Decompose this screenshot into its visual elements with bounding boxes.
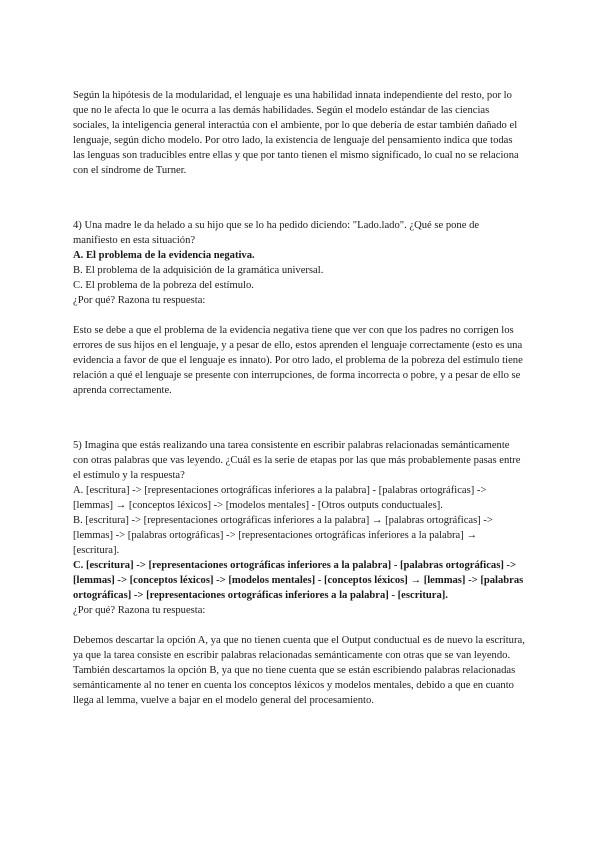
question-5-answer-1: Debemos descartar la opción A, ya que no tienen cuenta que el Output conductual es de nuevo la escritura, ya que la tarea consiste en escribir palabras relacionadas semánticamente con otras que se van leyendo. [73, 635, 525, 661]
question-4-prompt: ¿Por qué? Razona tu respuesta: [73, 295, 206, 306]
spacer [73, 308, 525, 323]
question-4-option-a: A. El problema de la evidencia negativa. [73, 250, 255, 261]
question-4-answer: Esto se debe a que el problema de la evidencia negativa tiene que ver con que los padres no corrigen los errores de sus hijos en el lenguaje, y a pesar de ello, estos aprenden el lenguaje correctamente (esto es una evidencia a favor de que el lenguaje es innato). Por otro lado, el problema de la pobreza del estímulo tiene relación a qué el lenguaje se presente con interrupciones, de forma incorrecta o pobre, y a pesar de ello se aprenda correctamente. [73, 325, 523, 396]
intro-paragraph: Según la hipótesis de la modularidad, el lenguaje es una habilidad innata independiente del resto, por lo que no le afecta lo que le ocurra a las demás habilidades. Según el modelo estándar de las ciencias sociales, la inteligencia general interactúa con el ambiente, por lo que debería de estar también dañado el lenguaje, según dicho modelo. Por otro lado, la existencia de lenguaje del pensamiento indica que todas las lenguas son traducibles entre ellas y que por tanto tienen el mismo significado, lo cual no se relaciona con el síndrome de Turner. [73, 90, 519, 176]
question-4-option-c: C. El problema de la pobreza del estímulo. [73, 280, 254, 291]
question-4-text: 4) Una madre le da helado a su hijo que se lo ha pedido diciendo: "Lado.lado". ¿Qué se pone de manifiesto en esta situación? [73, 220, 480, 246]
question-4-option-b: B. El problema de la adquisición de la gramática universal. [73, 265, 324, 276]
question-5-option-c: C. [escritura] -> [representaciones ortográficas inferiores a la palabra] - [palabras ortográficas] -> [lemmas] -> [conceptos léxicos] -> [modelos mentales] - [conceptos léxicos] → [lemmas] -> [palabras ortográficas] -> [representaciones ortográficas inferiores a la palabra] - [escritura]. [73, 560, 524, 601]
question-4-section [73, 218, 525, 398]
spacer [73, 618, 525, 633]
question-5-answer-2: También descartamos la opción B, ya que no tiene cuenta que se están escribiendo palabras relacionadas semánticamente al no tener en cuenta los conceptos léxicos y modelos mentales, debido a que en cuanto llega al lemma, vuelve a bajar en el modelo general del procesamiento. [73, 665, 516, 706]
question-5-section [73, 438, 525, 708]
question-5-prompt: ¿Por qué? Razona tu respuesta: [73, 605, 206, 616]
intro-section [73, 88, 525, 178]
question-5-option-a: A. [escritura] -> [representaciones ortográficas inferiores a la palabra] - [palabras ortográficas] -> [lemmas] → [conceptos léxicos] -> [modelos mentales] - [Otros outputs conductuales]. [73, 485, 487, 511]
question-5-text: 5) Imagina que estás realizando una tarea consistente en escribir palabras relacionadas semánticamente con otras palabras que vas leyendo. ¿Cuál es la serie de etapas por las que más probablemente pasas entre el estímulo y la respuesta? [73, 440, 521, 481]
question-5-option-b: B. [escritura] -> [representaciones ortográficas inferiores a la palabra] → [palabras ortográficas] -> [lemmas] -> [palabras ortográficas] -> [representaciones ortográficas inferiores a la palabra] → [escritura]. [73, 515, 493, 556]
